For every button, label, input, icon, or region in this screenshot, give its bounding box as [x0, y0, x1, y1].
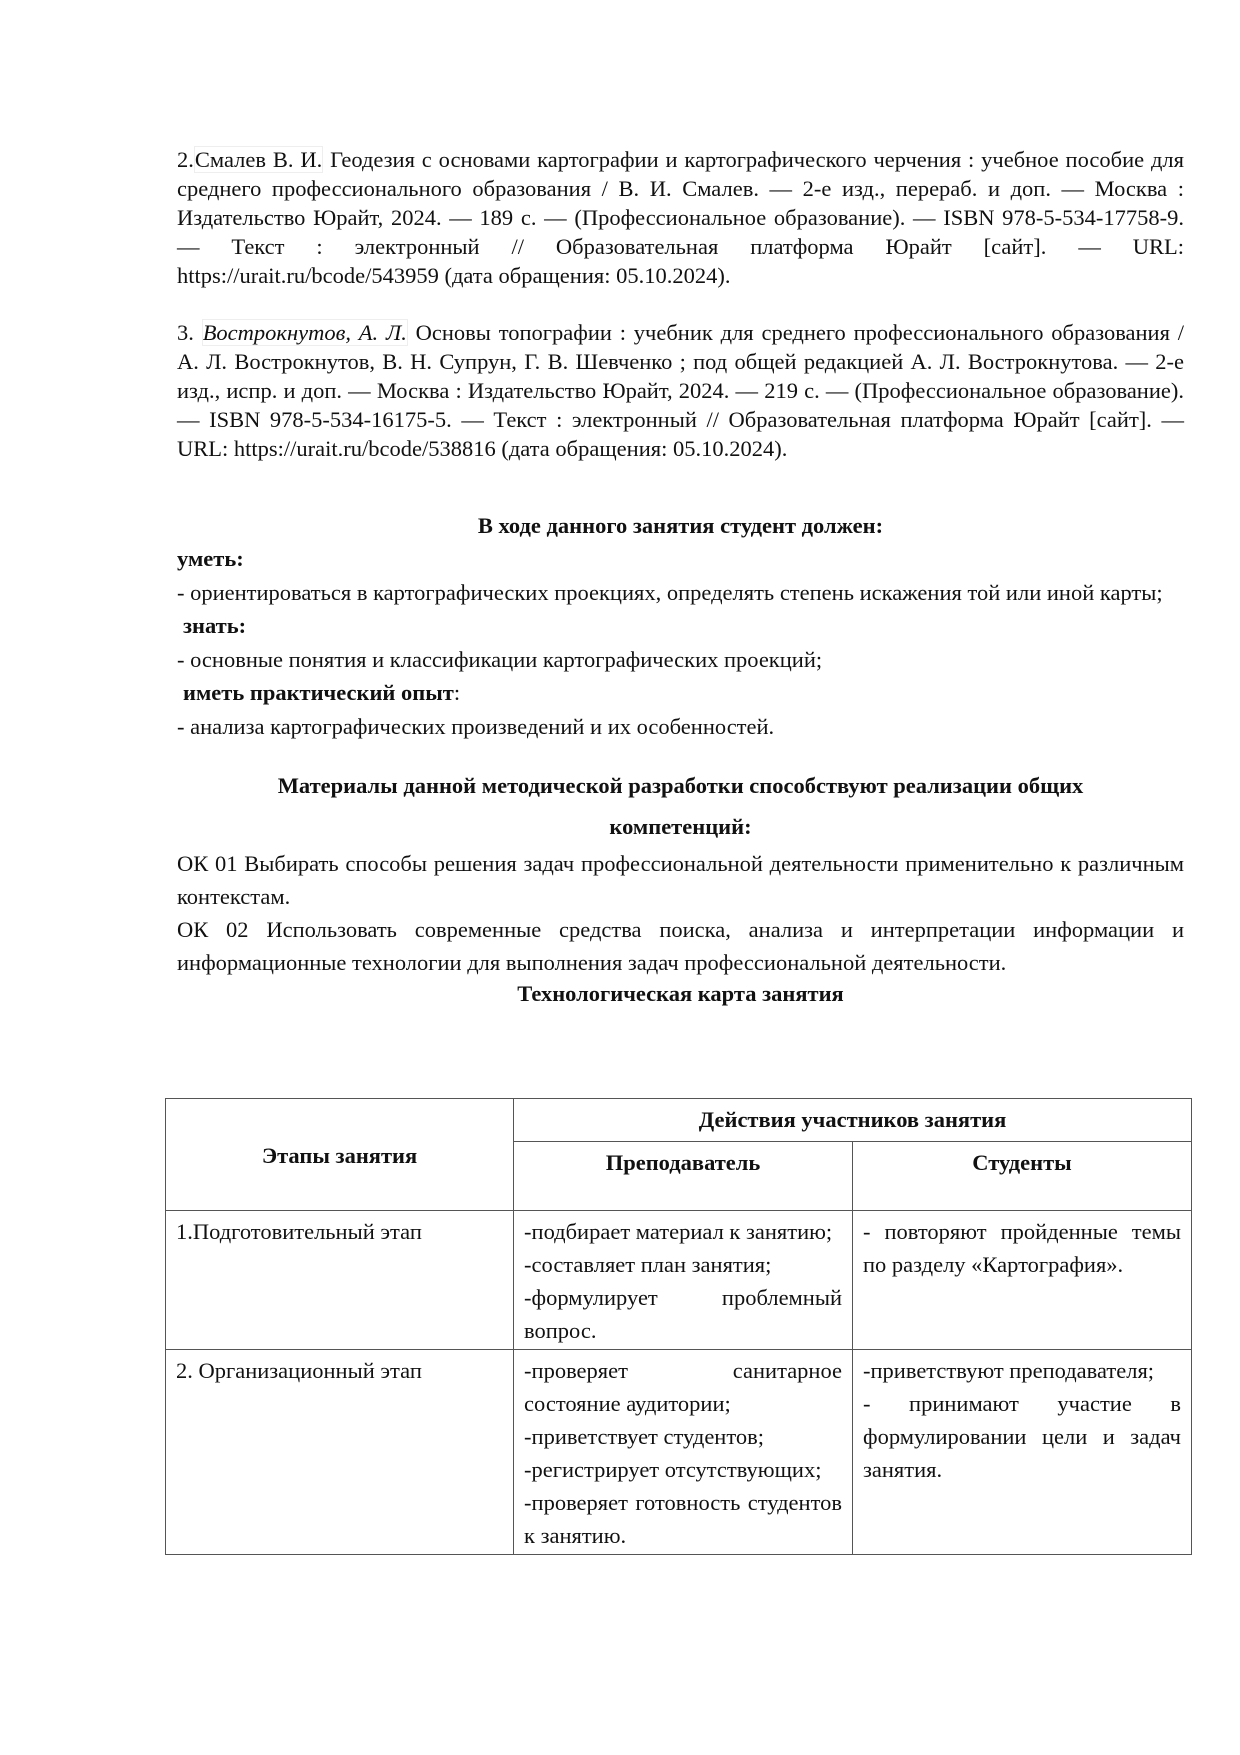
- reference-author: Смалев В. И.: [194, 147, 323, 172]
- knowledge-label: знать:: [183, 613, 247, 638]
- knowledge-text: - основные понятия и классификации картографических проекций;: [177, 646, 823, 672]
- students-cell: [853, 1350, 1192, 1555]
- stage-cell: 1.Подготовительный этап: [166, 1211, 514, 1350]
- page-content: [177, 145, 1184, 1009]
- competencies-heading-line1: Материалы данной методической разработки способствуют реализации общих: [277, 773, 1084, 798]
- teacher-cell: [514, 1350, 853, 1555]
- experience-label-line: [177, 676, 1184, 710]
- teacher-cell: [514, 1211, 853, 1350]
- competency-ok02: ОК 02 Использовать современные средства поиска, анализа и интерпретации информации и информационные технологии для выполнения задач профессиональной деятельности.: [177, 917, 1184, 975]
- skills-label: уметь:: [177, 546, 244, 571]
- stage-cell: 2. Организационный этап: [166, 1350, 514, 1555]
- table-row: [166, 1211, 1192, 1350]
- skills-text: - ориентироваться в картографических проекциях, определять степень искажения той или иной карты;: [177, 579, 1163, 605]
- learning-heading: В ходе данного занятия студент должен:: [477, 513, 884, 538]
- students-action: - принимают участие в формулировании цели и задач занятия.: [863, 1391, 1181, 1482]
- header-students: Студенты: [853, 1142, 1192, 1211]
- reference-author: Вострокнутов, А. Л.: [202, 320, 407, 345]
- reference-text: Основы топографии : учебник для среднего профессионального образования / А. Л. Вострокнутов, В. Н. Супрун, Г. В. Шевченко ; под общей редакцией А. Л. Вострокнутова. — 2-е изд., испр. и доп. — Москва : Издательство Юрайт, 2024. — 219 с. — (Профессиональное образование). — ISBN 978-5-534-16175-5. — Текст : электронный // Образовательная платформа Юрайт [сайт]. — URL: https://urait.ru/bcode/538816 (дата обращения: 05.10.2024).: [177, 320, 1185, 461]
- reference-3: [177, 318, 1184, 463]
- reference-text: Геодезия с основами картографии и картографического черчения : учебное пособие для среднего профессионального образования / В. И. Смалев. — 2-е изд., перераб. и доп. — Москва : Издательство Юрайт, 2024. — 189 с. — (Профессиональное образование). — ISBN 978-5-534-17758-9. — Текст : электронный // Образовательная платформа Юрайт [сайт]. — URL: https://urait.ru/bcode/543959 (дата обращения: 05.10.2024).: [177, 147, 1184, 288]
- reference-number: 3.: [177, 320, 202, 345]
- competency-ok01: ОК 01 Выбирать способы решения задач профессиональной деятельности применительно к различным контекстам.: [177, 851, 1184, 909]
- reference-2: [177, 145, 1184, 290]
- experience-colon: :: [453, 680, 461, 705]
- header-stages: Этапы занятия: [166, 1099, 514, 1211]
- competencies-heading-line2: компетенций:: [609, 814, 752, 839]
- students-action: - повторяют пройденные темы по разделу «Картография».: [863, 1219, 1181, 1277]
- teacher-action: -проверяет санитарное состояние аудитории;: [524, 1358, 842, 1416]
- table-header-row: [166, 1099, 1192, 1142]
- students-action: -приветствуют преподавателя;: [863, 1358, 1155, 1383]
- teacher-action: -регистрирует отсутствующих;: [524, 1457, 822, 1482]
- tech-map-title: Технологическая карта занятия: [517, 981, 844, 1006]
- teacher-action: -проверяет готовность студентов к занятию.: [524, 1490, 842, 1548]
- header-actions: Действия участников занятия: [514, 1099, 1192, 1142]
- experience-text: - анализа картографических произведений и их особенностей.: [177, 713, 775, 739]
- teacher-action: -приветствует студентов;: [524, 1424, 765, 1449]
- tech-map-table: [165, 1098, 1192, 1555]
- teacher-action: -формулирует проблемный вопрос.: [524, 1285, 842, 1343]
- teacher-action: -подбирает материал к занятию;: [524, 1219, 833, 1244]
- students-cell: [853, 1211, 1192, 1350]
- experience-label: иметь практический опыт: [183, 680, 454, 705]
- teacher-action: -составляет план занятия;: [524, 1252, 772, 1277]
- table-row: [166, 1350, 1192, 1555]
- reference-number: 2.: [177, 147, 194, 172]
- header-teacher: Преподаватель: [514, 1142, 853, 1211]
